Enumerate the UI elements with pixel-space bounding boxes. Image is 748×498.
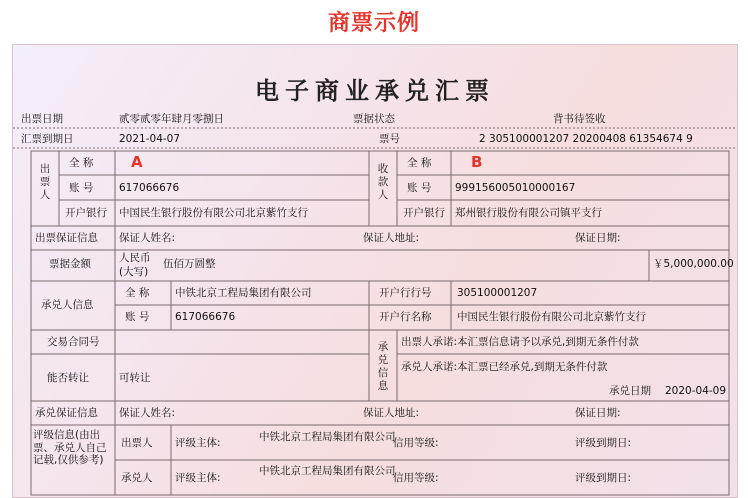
- drawer-promise-text: 出票人承诺:本汇票信息请予以承兑,到期无条件付款: [401, 336, 639, 348]
- amount-rmb-label: 人民币: [119, 252, 151, 264]
- drawer-bank-label: 开户银行: [65, 207, 107, 219]
- amount-upper-label: (大写): [119, 266, 149, 278]
- drawer-bank-value: 中国民生银行股份有限公司北京紫竹支行: [119, 207, 308, 219]
- document-title: 电子商业承兑汇票: [255, 76, 495, 105]
- payee-account-value: 999156005010000167: [455, 182, 576, 194]
- acceptance-info-label: 承兑信息: [377, 341, 389, 393]
- payee-mark-b: B: [471, 153, 483, 171]
- acceptor-name-value: 中铁北京工程局集团有限公司: [175, 287, 312, 299]
- issue-date-label: 出票日期: [21, 113, 63, 125]
- payee-bank-value: 郑州银行股份有限公司镇平支行: [455, 207, 602, 219]
- rating-acceptor-subject-value: 中铁北京工程局集团有限公司: [259, 465, 396, 477]
- transferable-value: 可转让: [119, 372, 151, 384]
- rating-drawer-subject-value: 中铁北京工程局集团有限公司: [259, 431, 396, 443]
- rating-drawer-due-label: 评级到期日:: [575, 437, 632, 449]
- bill-number-label: 票号: [379, 133, 400, 145]
- amount-in-words: 伍佰万圆整: [163, 258, 216, 270]
- payee-account-label: 账 号: [407, 182, 432, 194]
- payee-group-label: 收款人: [377, 163, 389, 202]
- drawer-mark-a: A: [131, 153, 143, 171]
- drawer-guarantor-name-label: 保证人姓名:: [119, 232, 176, 244]
- drawer-guarantor-address-label: 保证人地址:: [363, 232, 420, 244]
- payee-bank-label: 开户银行: [403, 207, 445, 219]
- drawer-account-value: 617066676: [119, 182, 180, 194]
- due-date-value: 2021-04-07: [119, 133, 181, 145]
- acceptor-full-name-label: 全 称: [125, 287, 150, 299]
- rating-acceptor-credit-label: 信用等级:: [393, 472, 439, 484]
- rating-acceptor-subject-label: 评级主体:: [175, 472, 221, 484]
- acceptance-date-value: 2020-04-09: [665, 385, 727, 397]
- page-heading: 商票示例: [327, 11, 420, 36]
- acceptance-guarantee-date-label: 保证日期:: [575, 407, 621, 419]
- acceptance-date-label: 承兑日期: [609, 385, 651, 397]
- acceptor-info-label: 承兑人信息: [41, 299, 94, 311]
- acceptor-bank-name-value: 中国民生银行股份有限公司北京紫竹支行: [457, 311, 646, 323]
- acceptor-account-value: 617066676: [175, 311, 236, 323]
- acceptance-guarantee-label: 承兑保证信息: [35, 407, 98, 419]
- bill-number-value: 2 305100001207 20200408 61354674 9: [479, 133, 693, 145]
- transferable-label: 能否转让: [47, 372, 89, 384]
- drawer-full-name-label: 全 称: [69, 157, 94, 169]
- rating-acceptor-due-label: 评级到期日:: [575, 472, 632, 484]
- acceptance-guarantor-address-label: 保证人地址:: [363, 407, 420, 419]
- acceptor-promise-text: 承兑人承诺:本汇票已经承兑,到期无条件付款: [401, 361, 608, 373]
- rating-drawer-credit-label: 信用等级:: [393, 437, 439, 449]
- acceptor-bank-number-label: 开户行行号: [379, 287, 432, 299]
- bill-status-value: 背书待签收: [553, 113, 606, 125]
- acceptor-account-label: 账 号: [125, 311, 150, 323]
- drawer-guarantee-date-label: 保证日期:: [575, 232, 621, 244]
- drawer-group-label: 出票人: [39, 163, 51, 202]
- drawer-account-label: 账 号: [69, 182, 94, 194]
- amount-label: 票据金额: [49, 258, 91, 270]
- due-date-label: 汇票到期日: [21, 133, 74, 145]
- rating-drawer-label: 出票人: [121, 437, 153, 449]
- contract-number-label: 交易合同号: [47, 336, 100, 348]
- drawer-guarantee-label: 出票保证信息: [35, 232, 98, 244]
- acceptor-bank-name-label: 开户行名称: [379, 311, 432, 323]
- rating-drawer-subject-label: 评级主体:: [175, 437, 221, 449]
- bill-status-label: 票据状态: [353, 113, 395, 125]
- acceptor-bank-number-value: 305100001207: [457, 287, 538, 299]
- issue-date-value: 贰零贰零年肆月零捌日: [119, 113, 224, 125]
- payee-full-name-label: 全 称: [407, 157, 432, 169]
- acceptance-guarantor-name-label: 保证人姓名:: [119, 407, 176, 419]
- bill-sheet: [12, 44, 738, 498]
- rating-acceptor-label: 承兑人: [121, 472, 153, 484]
- rating-info-label: 评级信息(由出票、承兑人自己记载,仅供参考): [33, 429, 107, 467]
- amount-in-figures: ￥5,000,000.00: [653, 258, 734, 270]
